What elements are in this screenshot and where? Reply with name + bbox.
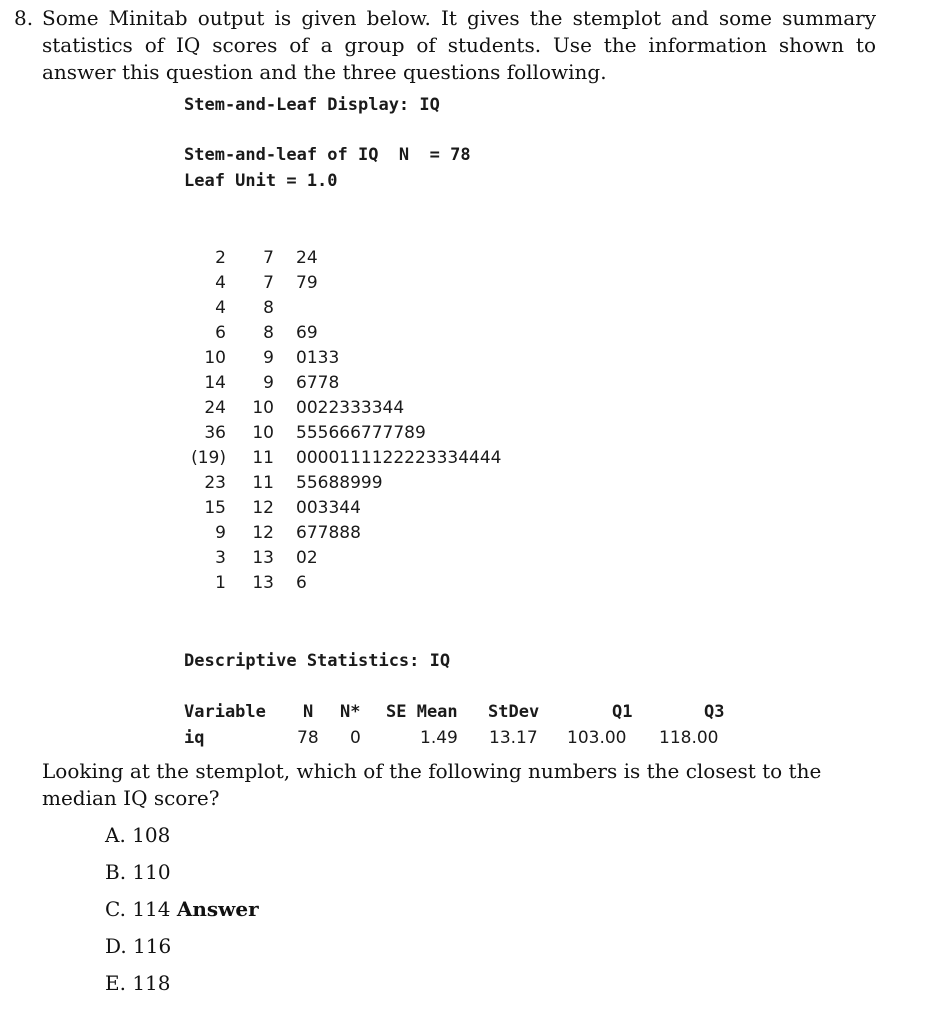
desc-header-semean: SE Mean (386, 702, 458, 722)
stem-value: 9 (263, 373, 274, 393)
desc-row-nstar: 0 (350, 728, 361, 748)
choice-letter: C. (105, 897, 126, 921)
desc-header-q3: Q3 (704, 702, 725, 722)
desc-header-variable: Variable (184, 702, 266, 722)
choice-letter: B. (105, 860, 127, 884)
descriptive-heading: Descriptive Statistics: IQ (184, 651, 451, 671)
stem-value: 10 (252, 398, 274, 418)
leaf-unit: Leaf Unit = 1.0 (184, 171, 338, 191)
stem-depth: 23 (204, 473, 226, 493)
stem-value: 10 (252, 423, 274, 443)
stemplot-heading: Stem-and-Leaf Display: IQ (184, 95, 440, 115)
desc-header-q1: Q1 (612, 702, 633, 722)
stem-depth: 15 (204, 498, 226, 518)
stem-leaves: 0022333344 (296, 398, 405, 418)
stemplot-table (184, 246, 584, 606)
choice-d[interactable] (105, 933, 171, 960)
stem-value: 12 (252, 498, 274, 518)
choice-a[interactable] (105, 822, 170, 849)
stem-leaves: 79 (296, 273, 318, 293)
desc-row-q3: 118.00 (659, 728, 719, 748)
stem-depth: 4 (215, 273, 226, 293)
choice-b[interactable] (105, 859, 171, 886)
stem-value: 8 (263, 298, 274, 318)
stem-depth: 10 (204, 348, 226, 368)
question-intro-text: Some Minitab output is given below. It gives the stemplot and some summary statistics of IQ scores of a group of students. Use the information shown to answer this question and the three questions following. (42, 6, 876, 84)
stem-value: 7 (263, 273, 274, 293)
choice-value: 110 (132, 860, 171, 884)
choice-value: 118 (132, 971, 171, 995)
stem-leaves: 677888 (296, 523, 361, 543)
answer-label: Answer (176, 897, 259, 921)
choice-value: 114 (132, 897, 171, 921)
stem-value: 9 (263, 348, 274, 368)
stemplot-subheading: Stem-and-leaf of IQ N = 78 (184, 145, 471, 165)
stem-value: 13 (252, 548, 274, 568)
stem-leaves: 0133 (296, 348, 340, 368)
choice-c[interactable] (105, 896, 259, 923)
stem-leaves: 02 (296, 548, 318, 568)
desc-row-variable: iq (184, 728, 205, 748)
stem-value: 13 (252, 573, 274, 593)
desc-row-semean: 1.49 (420, 728, 458, 748)
stem-depth: 14 (204, 373, 226, 393)
stem-value: 11 (252, 473, 274, 493)
stem-depth: 9 (215, 523, 226, 543)
stem-leaves: 24 (296, 248, 318, 268)
stem-leaves: 69 (296, 323, 318, 343)
stem-depth: (19) (191, 448, 226, 468)
stem-leaves: 6 (296, 573, 307, 593)
choice-value: 108 (132, 823, 171, 847)
desc-row-n: 78 (297, 728, 319, 748)
stem-value: 11 (252, 448, 274, 468)
stem-depth: 2 (215, 248, 226, 268)
stem-leaves: 003344 (296, 498, 361, 518)
question-prompt: Looking at the stemplot, which of the following numbers is the closest to the median IQ score? (42, 759, 822, 810)
stem-leaves: 55688999 (296, 473, 383, 493)
stem-depth: 36 (204, 423, 226, 443)
choice-value: 116 (133, 934, 172, 958)
stem-value: 8 (263, 323, 274, 343)
stem-value: 7 (263, 248, 274, 268)
desc-header-n: N (303, 702, 314, 722)
choice-e[interactable] (105, 970, 171, 997)
question-intro (14, 5, 876, 86)
desc-header-nstar: N* (340, 702, 361, 722)
stem-depth: 4 (215, 298, 226, 318)
stem-leaves: 6778 (296, 373, 340, 393)
stem-depth: 6 (215, 323, 226, 343)
stem-depth: 3 (215, 548, 226, 568)
choice-letter: D. (105, 934, 127, 958)
desc-header-stdev: StDev (488, 702, 540, 722)
desc-row-q1: 103.00 (567, 728, 627, 748)
desc-row-stdev: 13.17 (489, 728, 538, 748)
choice-letter: E. (105, 971, 126, 995)
stem-leaves: 555666777789 (296, 423, 426, 443)
stem-value: 12 (252, 523, 274, 543)
stem-depth: 1 (215, 573, 226, 593)
stem-leaves: 0000111122223334444 (296, 448, 502, 468)
choice-letter: A. (105, 823, 126, 847)
question-number: 8. (14, 6, 34, 30)
stem-depth: 24 (204, 398, 226, 418)
